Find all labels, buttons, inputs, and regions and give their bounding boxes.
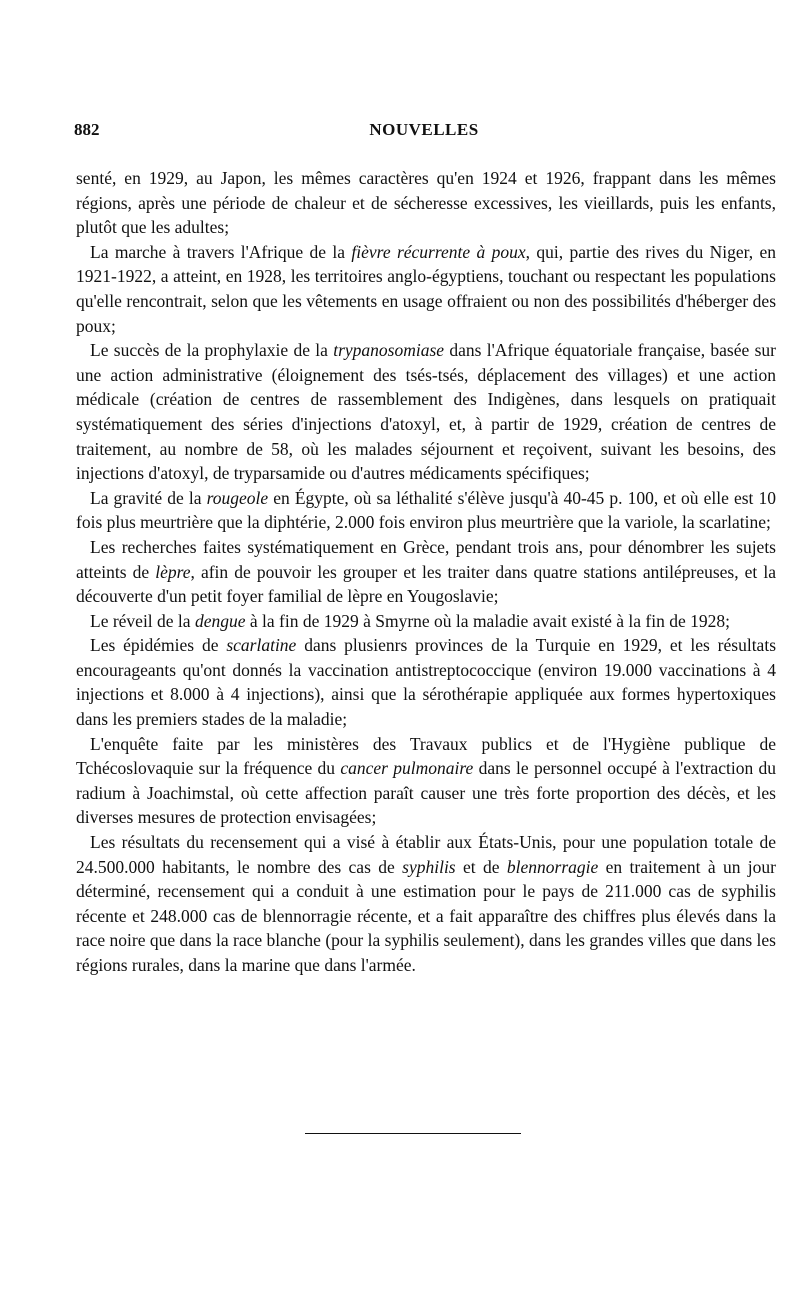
italic-term: fièvre récurrente à poux	[351, 241, 526, 262]
paragraph	[76, 633, 776, 731]
text-segment: dans l'Afrique équatoriale française, basée sur une action administrative (éloignement des tsés-tsés, déplacement des villages) et une action médicale (création de centres de rassemblement des Indigènes, dans lesquels on pratiquait systématiquement des séries d'injections d'atoxyl, et, à partir de 1929, création de centres de traitement, au nombre de 58, où les malades séjournent et reçoivent, suivant les besoins, des injections d'atoxyl, de tryparsamide ou d'autres médicaments spécifiques;	[76, 340, 776, 484]
italic-term: scarlatine	[226, 635, 297, 656]
paragraph	[76, 338, 776, 486]
italic-term: cancer pulmonaire	[340, 758, 474, 779]
italic-term: rougeole	[206, 487, 269, 508]
text-segment: senté, en 1929, au Japon, les mêmes caractères qu'en 1924 et 1926, frappant dans les mêmes régions, après une période de chaleur et de sécheresse excessives, les vieillards, puis les enfants, plutôt que les adultes;	[76, 168, 776, 238]
paragraph	[76, 240, 776, 338]
text-segment: Le succès de la prophylaxie de la	[90, 340, 334, 361]
italic-term: lèpre	[155, 561, 191, 582]
italic-term: blennorragie	[506, 856, 599, 877]
text-segment: dans le personnel occupé à l'extraction du radium à Joachimstal, où cette affection paraît causer une très forte proportion des décès, et les diverses mesures de protection envisagées;	[76, 758, 776, 828]
paragraph	[76, 535, 776, 609]
text-segment: Le réveil de la	[90, 610, 195, 631]
body-text	[76, 166, 776, 978]
text-segment: La gravité de la	[90, 487, 207, 508]
italic-term: syphilis	[402, 856, 456, 877]
text-segment: en traitement à un jour déterminé, recensement qui a conduit à une estimation pour le pays de 211.000 cas de syphilis récente et 248.000 cas de blennorragie récente, et a fait apparaître des chiffres plus élevés dans la race noire que dans la race blanche (pour la syphilis seulement), dans les grandes villes que dans les régions rurales, dans la marine que dans l'armée.	[76, 856, 776, 975]
paragraph	[76, 830, 776, 978]
text-segment: dans plusienrs provinces de la Turquie en 1929, et les résultats encourageants qu'ont donnés la vaccination antistreptococcique (environ 19.000 vaccinations à 4 injections et 8.000 à 4 injections), ainsi que la sérothérapie appliquée aux formes hypertoxiques dans les premiers stades de la maladie;	[76, 635, 777, 730]
paragraph	[76, 732, 776, 830]
text-segment: L'enquête faite par les ministères des Travaux publics et de l'Hygiène publique de Tchécoslovaquie sur la fréquence du	[76, 733, 776, 779]
text-segment: , qui, partie des rives du Niger, en 1921-1922, a atteint, en 1928, les territoires anglo-égyptiens, touchant ou respectant les populations qu'elle rencontrait, selon que les vêtements en usage offraient ou non des possibilités d'héberger des poux;	[76, 241, 776, 336]
running-title: NOUVELLES	[369, 120, 479, 139]
page-header	[74, 120, 774, 142]
text-segment: Les recherches faites systématiquement en Grèce, pendant trois ans, pour dénombrer les sujets atteints de	[76, 536, 776, 582]
italic-term: trypanosomiase	[333, 340, 445, 361]
text-segment: et de	[455, 856, 507, 877]
text-segment: Les épidémies de	[90, 635, 227, 656]
text-segment: à la fin de 1929 à Smyrne où la maladie avait existé à la fin de 1928;	[245, 610, 730, 631]
paragraph	[76, 166, 776, 240]
page-number: 882	[74, 120, 100, 139]
text-segment: en Égypte, où sa léthalité s'élève jusqu'à 40-45 p. 100, et où elle est 10 fois plus meurtrière que la diphtérie, 2.000 fois environ plus meurtrière que la variole, la scarlatine;	[76, 487, 776, 533]
paragraph	[76, 609, 776, 634]
text-segment: Les résultats du recensement qui a visé à établir aux États-Unis, pour une population totale de 24.500.000 habitants, le nombre des cas de	[76, 832, 776, 877]
text-segment: , afin de pouvoir les grouper et les traiter dans quatre stations antilépreuses, et la découverte d'un petit foyer familial de lèpre en Yougoslavie;	[76, 561, 776, 607]
italic-term: dengue	[194, 610, 246, 631]
text-segment: La marche à travers l'Afrique de la	[90, 241, 352, 262]
paragraph	[76, 486, 776, 535]
end-rule	[305, 1133, 521, 1134]
